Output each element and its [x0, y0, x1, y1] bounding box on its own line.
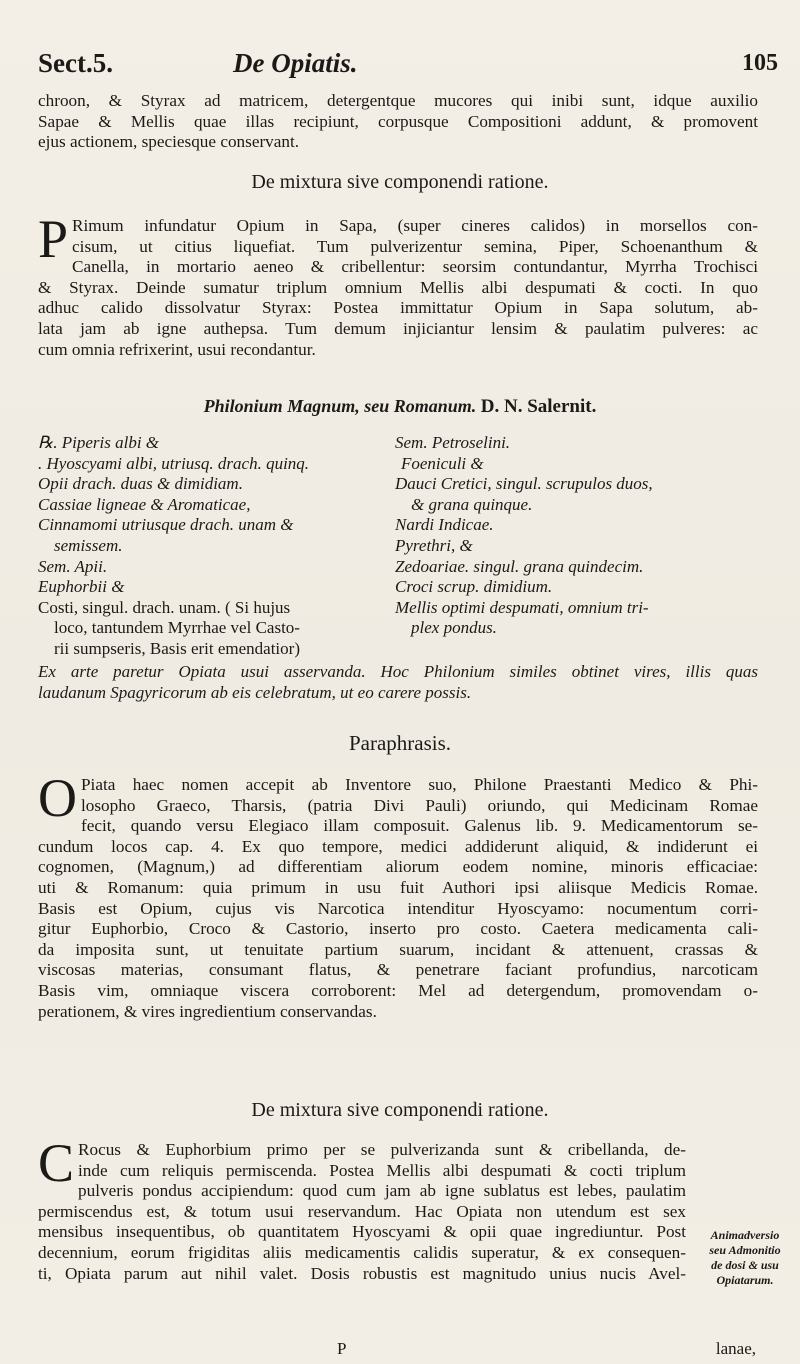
- intro-paragraph: [38, 91, 758, 153]
- text-line: Sapae & Mellis quae illas recipiunt, corpusque Compositioni addunt, & promovent: [38, 111, 758, 131]
- recipe-line: Cassiae ligneae & Aromaticae,: [38, 494, 251, 514]
- text-line: laudanum Spagyricorum ab eis celebratum, ut eo carere possis.: [38, 682, 472, 702]
- recipe-line: plex pondus.: [411, 618, 497, 638]
- recipe-author: D. N. Salernit.: [480, 396, 597, 417]
- recipe-line: Foeniculi &: [401, 453, 484, 473]
- text-line: pulveris pondus accipiendum: quod cum jam ab igne sublatus est lebes, paulatim: [78, 1181, 686, 1201]
- recipe-line: Mellis optimi despumati, omnium tri-: [395, 597, 649, 617]
- recipe-left-column: [38, 433, 358, 660]
- text-line: & Styrax. Deinde sumatur triplum omnium Mellis albi despumati & cocti. In quo: [38, 277, 758, 297]
- text-line: Piata haec nomen accepit ab Inventore suo, Philone Praestanti Medico & Phi-: [81, 775, 758, 794]
- text-line: cisum, ut citius liquefiat. Tum pulverizentur semina, Piper, Schoenanthum &: [72, 236, 758, 256]
- text-line: da imposita sunt, ut tenuitate partium suarum, incidant & attenuent, crassas &: [38, 939, 758, 959]
- recipe-line: & grana quinque.: [411, 494, 533, 514]
- recipe-line: semissem.: [54, 535, 123, 555]
- text-line: Basis est Opium, cujus vis Narcotica intenditur Hyoscyamo: nocumentum corri-: [38, 898, 758, 918]
- text-line: Rocus & Euphorbium primo per se pulverizanda sunt & cribellanda, de-: [78, 1140, 686, 1159]
- recipe-line: Sem. Apii.: [38, 556, 108, 576]
- recipe-name: Philonium Magnum, seu Romanum.: [203, 396, 477, 416]
- text-line: fecit, quando versu Elegiaco illam composuit. Galenus lib. 9. Medicamentorum se-: [81, 816, 758, 836]
- text-line: ti, Opiata parum aut nihil valet. Dosis robustis est magnitudo unius nucis Avel-: [38, 1263, 686, 1283]
- recipe-line: Zedoariae. singul. grana quindecim.: [395, 556, 644, 576]
- text-line: permiscendus est, & totum usui reservandum. Hac Opiata non utendum est sex: [38, 1201, 686, 1221]
- text-line: Basis vim, omniaque viscera corroborent: Mel ad detergendum, promovendam o-: [38, 980, 758, 1000]
- catchword: lanae,: [715, 1339, 756, 1358]
- signature-mark: P: [337, 1339, 347, 1358]
- text-line: decennium, eorum frigiditas aliis medicamentis calidis superatur, & ex consequen-: [38, 1242, 686, 1262]
- text-line: uti & Romanum: quia primum in usu fuit Authori ipsi aliisque Medicis Romae.: [38, 877, 758, 897]
- recipe-line: . Hyoscyami albi, utriusq. drach. quinq.: [38, 453, 310, 473]
- section-label: Sect.5.: [38, 48, 113, 78]
- recipe-closing: [38, 662, 758, 703]
- recipe-line: Pyrethri, &: [395, 535, 473, 555]
- text-line: adhuc calido dissolvatur Styrax: Postea immittatur Opium in Sapa solutum, ab-: [38, 298, 758, 318]
- text-line: gitur Euphorbio, Croco & Castorio, inserto pro costo. Caetera medicamenta cali-: [38, 919, 758, 939]
- text-line: chroon, & Styrax ad matricem, detergentque mucores qui inibi sunt, idque auxilio: [38, 91, 758, 110]
- section-heading: De mixtura sive componendi ratione.: [251, 171, 549, 193]
- page-footer: [0, 1339, 800, 1363]
- drop-cap: C: [38, 1133, 75, 1193]
- margin-note: Animadversio seu Admonitio de dosi & usu Opiatarum.: [709, 1228, 781, 1287]
- text-line: Canella, in mortario aeneo & cribellentur: seorsim contundantur, Myrrha Trochisci: [72, 257, 758, 277]
- recipe-line: Opii drach. duas & dimidiam.: [38, 474, 243, 494]
- recipe-line: Euphorbii &: [38, 577, 125, 597]
- recipe-line: ℞. Piperis albi &: [38, 433, 160, 452]
- recipe-line: Cinnamomi utriusque drach. unam &: [38, 515, 294, 535]
- text-line: Rimum infundatur Opium in Sapa, (super cineres calidos) in morsellos con-: [72, 216, 758, 235]
- recipe-title: [0, 396, 800, 418]
- drop-cap: O: [38, 768, 77, 828]
- text-line: inde cum reliquis permiscenda. Postea Mellis albi despumati & cocti triplum: [78, 1160, 686, 1180]
- text-line: Ex arte paretur Opiata usui asservanda. Hoc Philonium similes obtinet vires, illis quas: [38, 662, 758, 681]
- mixing-paragraph: [38, 209, 758, 360]
- paraphrasis-heading: Paraphrasis.: [348, 731, 452, 755]
- text-line: lata jam ab igne authepsa. Tum demum injiciantur lensim & paulatim pulveres: ac: [38, 318, 758, 338]
- text-line: ejus actionem, speciesque conservant.: [38, 132, 300, 152]
- text-line: cum omnia refrixerint, usui recondantur.: [38, 339, 316, 359]
- recipe-line: Sem. Petroselini.: [395, 433, 511, 452]
- running-header: [38, 48, 778, 88]
- recipe-line: Nardi Indicae.: [395, 515, 494, 535]
- page-running-title: De Opiatis.: [233, 48, 358, 78]
- mixing-paragraph-2: [38, 1133, 686, 1284]
- page-number: 105: [742, 50, 778, 76]
- recipe-line: Dauci Cretici, singul. scrupulos duos,: [395, 474, 653, 494]
- recipe-line: Costi, singul. drach. unam. ( Si hujus: [38, 597, 291, 617]
- text-line: mensibus insequentibus, ob quantitatem Hyoscyami & opii quae ingrediuntur. Post: [38, 1222, 686, 1242]
- drop-cap: P: [38, 209, 69, 269]
- recipe-line: loco, tantundem Myrrhae vel Casto-: [54, 618, 300, 638]
- section-heading: De mixtura sive componendi ratione.: [251, 1099, 549, 1121]
- text-line: cundum locos cap. 4. Ex quo tempore, medici addiderunt aliquid, & indiderunt ei: [38, 836, 758, 856]
- recipe-right-column: [395, 433, 775, 639]
- paraphrasis-paragraph: [38, 768, 758, 1022]
- text-line: losopho Graeco, Tharsis, (patria Divi Pauli) oriundo, qui Medicinam Romae: [81, 795, 758, 815]
- recipe-line: Croci scrup. dimidium.: [395, 577, 553, 597]
- text-line: viscosas materias, consumant flatus, & penetrare faciant profundius, narcoticam: [38, 960, 758, 980]
- text-line: perationem, & vires ingredientium conservandas.: [38, 1001, 377, 1021]
- text-line: cognomen, (Magnum,) ad differentiam aliorum eodem nomine, minoris efficaciae:: [38, 857, 758, 877]
- recipe-line: rii sumpseris, Basis erit emendatior): [54, 638, 300, 658]
